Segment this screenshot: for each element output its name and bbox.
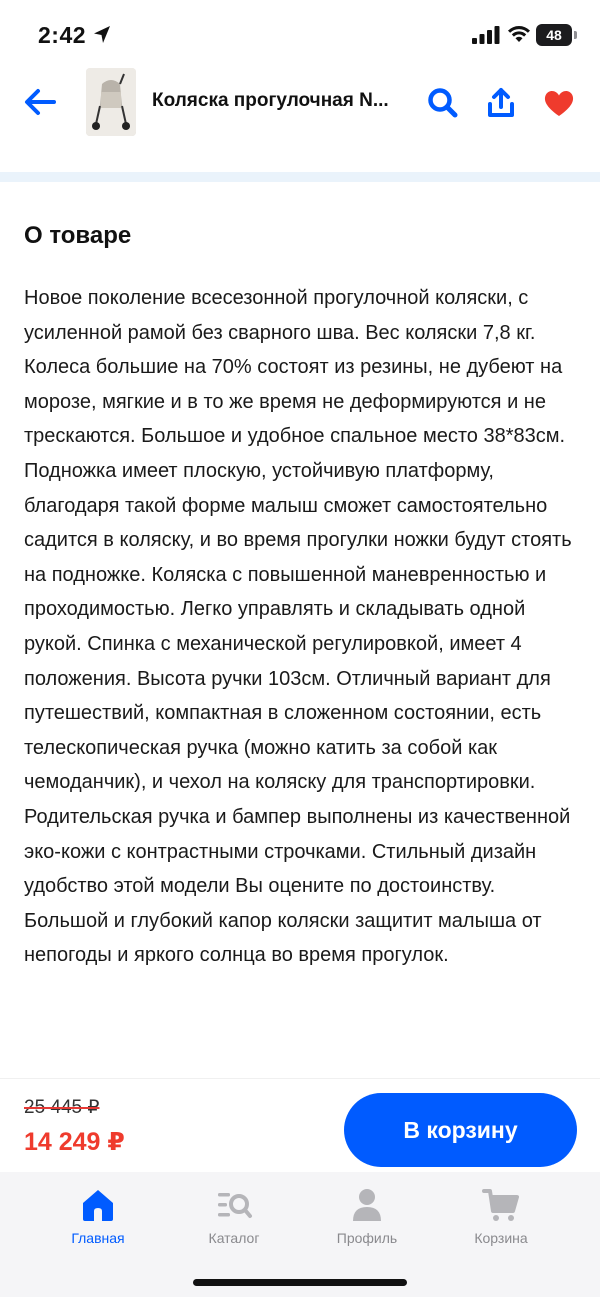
section-title: О товаре [24,222,132,249]
tab-home[interactable] [38,1186,158,1252]
home-icon [79,1186,117,1224]
home-indicator [193,1279,407,1286]
tab-label: Профиль [336,1230,398,1246]
product-thumbnail [86,68,136,136]
tab-label: Главная [71,1230,125,1246]
old-price: 25 445 ₽ [24,1097,100,1118]
top-app-bar [0,62,600,146]
profile-icon [348,1186,386,1224]
status-bar [0,0,600,70]
back-arrow-icon[interactable] [22,84,58,120]
tab-profile[interactable] [307,1186,427,1252]
location-arrow-icon [92,24,112,46]
battery-tip [574,31,577,39]
catalog-search-icon [215,1186,253,1224]
price-bar-separator [0,1078,600,1079]
section-divider [0,172,600,182]
add-to-cart-button[interactable]: В корзину [344,1093,577,1167]
wifi-icon [506,24,532,44]
share-icon[interactable] [484,86,518,120]
search-icon[interactable] [426,86,460,120]
current-price: 14 249 ₽ [24,1128,125,1156]
status-time: 2:42 [38,22,87,48]
cart-icon [482,1186,520,1224]
product-description: Новое поколение всесезонной прогулочной коляски, с усиленной рамой без сварного шва. Вес коляски 7,8 кг. Колеса большие на 70% состоят из резины, не дубеют на морозе, мягкие и в то же время не деформируются и не трескаются. Большое и удобное спальное место 38*83см. Подножка имеет плоскую, устойчивую платформу, благодаря такой форме малыш сможет самостоятельно садится в коляску, и во время прогулки ножки будут стоять на подножке. Коляска с повышенной маневренностью и проходимостью. Легко управлять и складывать одной рукой. Спинка с механической регулировкой, имеет 4 положения. Высота ручки 103см. Отличный вариант для путешествий, компактная в сложенном состоянии, есть телескопическая ручка (можно катить за собой как чемоданчик), и чехол на коляску для транспортировки. Родительская ручка и бампер выполнены из качественной эко-кожи с контрастными строчками. Стильный дизайн удобство этой модели Вы оцените по достоинству. Большой и глубокий капор коляски защитит малыша от непогоды и яркого солнца во время прогулок. [24,287,572,967]
page-title: Коляска прогулочная N... [152,90,389,111]
tab-cart[interactable] [441,1186,561,1252]
tab-label: Каталог [208,1230,260,1246]
heart-icon[interactable] [542,86,576,120]
tab-catalog[interactable] [174,1186,294,1252]
stroller-image [86,68,136,136]
signal-icon [472,26,500,44]
battery-icon: 48 [536,24,572,46]
tab-label: Корзина [474,1230,528,1246]
